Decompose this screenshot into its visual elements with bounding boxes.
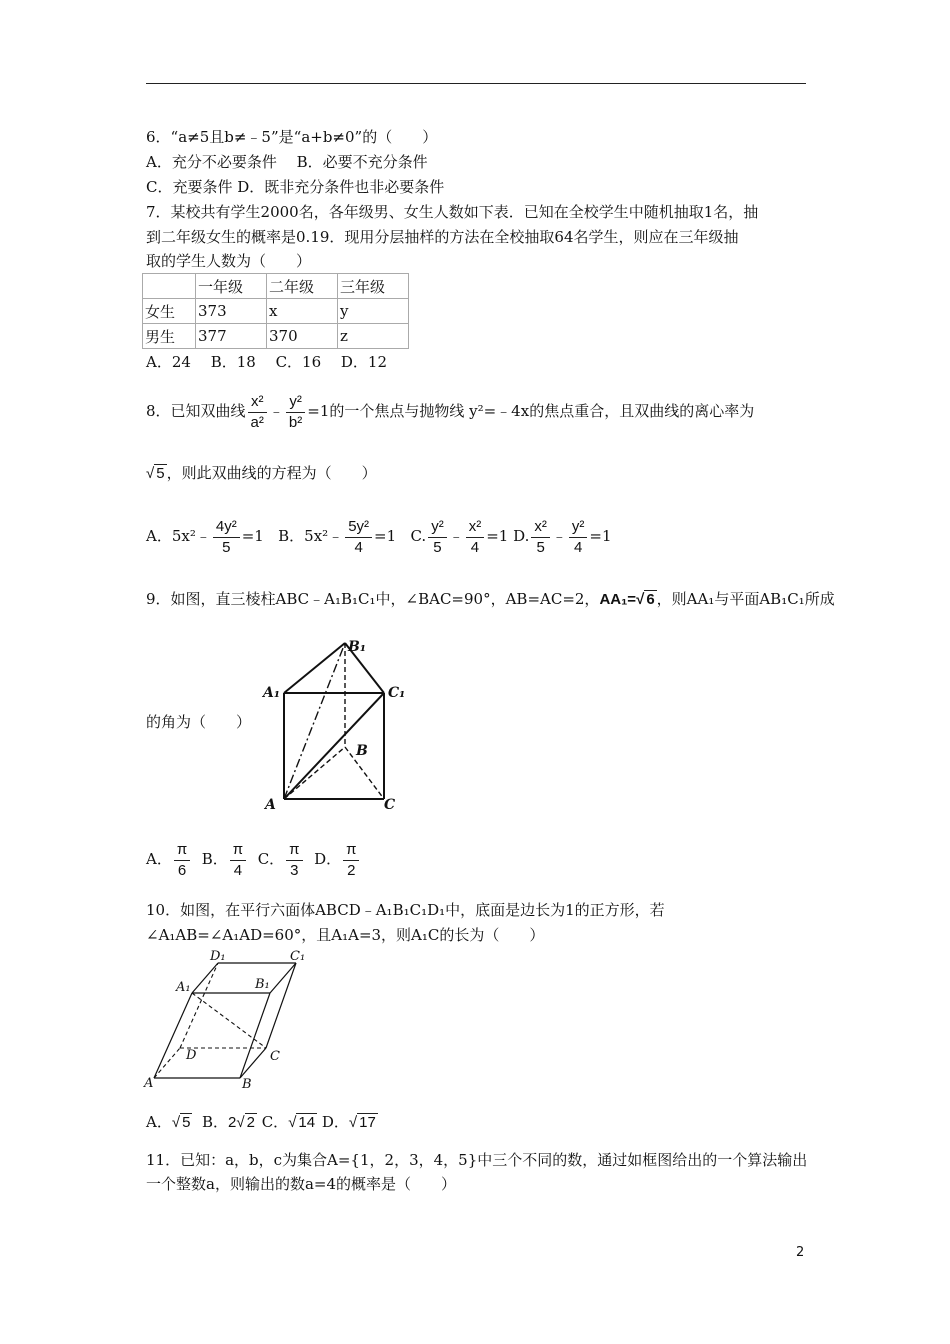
minus-sign: ﹣ (448, 527, 464, 545)
q6-options-row2: C．充要条件 D．既非充分条件也非必要条件 (146, 178, 445, 196)
q8-tail: ，则此双曲线的方程为（ ） (166, 464, 377, 482)
frac-numerator: 5y² (345, 517, 372, 538)
option-b-fraction (345, 517, 372, 558)
q11-line2: 一个整数a，则输出的数a=4的概率是（ ） (146, 1175, 456, 1193)
option-letter: B． (201, 850, 228, 868)
table-cell: 男生 (143, 324, 196, 349)
coefficient: 2 (228, 1114, 237, 1131)
option-c-fraction2 (466, 517, 485, 558)
radicand: 17 (359, 1114, 376, 1131)
parallelepiped-figure (140, 948, 315, 1093)
frac-denominator: 2 (347, 861, 356, 879)
radicand: 2 (246, 1114, 255, 1131)
table-header-cell: 一年级 (196, 274, 267, 299)
edge-ab-hidden (284, 747, 345, 799)
label-c: C (384, 797, 396, 813)
option-d-tail: =1 (589, 527, 612, 545)
radicand: 14 (298, 1114, 316, 1131)
frac-denominator: 5 (536, 538, 545, 556)
q8-stem (146, 390, 754, 433)
radicand: 5 (156, 465, 165, 482)
frac-numerator: π (174, 840, 190, 861)
option-c-value: √ 14 (288, 1114, 316, 1131)
option-b-label: B．5x²﹣ (278, 527, 344, 545)
q6-stem: 6．“a≠5且b≠﹣5”是“a+b≠0”的（ ） (146, 128, 438, 146)
table-row (143, 299, 409, 324)
q10-line1: 10．如图，在平行六面体ABCD﹣A₁B₁C₁D₁中，底面是边长为1的正方形，若 (146, 901, 665, 919)
frac-numerator: π (286, 840, 302, 861)
option-c-tail: =1 (486, 527, 509, 545)
option-letter: D． (314, 850, 342, 868)
option-letter: A． (146, 1113, 172, 1131)
frac-denominator: 4 (233, 861, 243, 879)
frac-denominator: 5 (222, 538, 231, 556)
q9-stem-a: 9．如图，直三棱柱ABC﹣A₁B₁C₁中，∠BAC=90°，AB=AC=2， (146, 590, 600, 608)
option-a-label: A．5x²﹣ (146, 527, 211, 545)
label-a1: A₁ (263, 685, 280, 701)
frac-numerator: y² (428, 517, 447, 538)
q10-line2: ∠A₁AB=∠A₁AD=60°，且A₁A=3，则A₁C的长为（ ） (146, 926, 545, 944)
option-a-fraction (174, 840, 190, 881)
table-cell: 370 (267, 324, 338, 349)
table-header-cell: 三年级 (338, 274, 409, 299)
option-a-fraction (213, 517, 240, 558)
label-c1: C₁ (388, 685, 406, 701)
q11-line1: 11．已知：a，b，c为集合A={1，2，3，4，5}中三个不同的数，通过如框图给出的一个算法输出 (146, 1151, 808, 1169)
option-b-value: 2√ 2 (228, 1114, 255, 1131)
frac-numerator: x² (466, 517, 485, 538)
q8-options (146, 512, 612, 560)
q7-line1: 7．某校共有学生2000名，各年级男、女生人数如下表．已知在全校学生中随机抽取1名，抽 (146, 203, 759, 221)
option-letter: B． (201, 1113, 228, 1131)
table-cell: 377 (196, 324, 267, 349)
minus-sign: ﹣ (551, 527, 567, 545)
option-c-fraction (286, 840, 302, 881)
q9-stem-b: ，则AA₁与平面AB₁C₁所成 (656, 590, 835, 608)
label-a: A (265, 797, 276, 813)
edge-a1d1 (192, 963, 218, 993)
edge-ad-hidden (154, 1048, 180, 1078)
diag-a1c-hidden (192, 993, 266, 1048)
label-c1: C₁ (290, 949, 306, 964)
frac-denominator: a² (250, 413, 264, 431)
sqrt-5: √ 5 (146, 465, 165, 482)
frac-denominator: 4 (573, 538, 583, 556)
label-a1: A₁ (176, 980, 191, 995)
q7-line2: 到二年级女生的概率是0.19．现用分层抽样的方法在全校抽取64名学生，则应在三年级抽 (146, 228, 739, 246)
frac-denominator: 6 (177, 861, 187, 879)
table-cell: y (338, 299, 409, 324)
edge-cc1 (266, 963, 296, 1048)
frac-numerator: x² (531, 517, 550, 538)
frac-denominator: 5 (433, 538, 442, 556)
fraction-x2-a2 (248, 392, 267, 433)
option-letter: A． (146, 850, 172, 868)
diag-ac1 (284, 693, 384, 799)
minus-sign: ﹣ (268, 402, 284, 420)
grade-table (142, 273, 409, 349)
edge-dd1-hidden (180, 963, 218, 1048)
label-b1: B₁ (348, 639, 366, 655)
q8-prefix: 8．已知双曲线 (146, 402, 246, 420)
q7-options: A．24 B．18 C．16 D．12 (146, 353, 388, 371)
frac-numerator: y² (286, 392, 305, 413)
aa1-label: AA₁= (599, 591, 637, 608)
frac-denominator: 3 (290, 861, 299, 879)
table-cell: z (338, 324, 409, 349)
option-d-value: √ 17 (348, 1114, 376, 1131)
frac-numerator: π (343, 840, 359, 861)
diag-ab1 (284, 643, 345, 799)
header-rule (146, 83, 806, 84)
option-d-fraction2 (569, 517, 588, 558)
option-d-fraction1 (531, 517, 550, 558)
option-b-tail: =1 (374, 527, 397, 545)
table-header-row (143, 274, 409, 299)
option-letter: C． (261, 1113, 289, 1131)
option-b-fraction (230, 840, 246, 881)
table-header-cell (143, 274, 196, 299)
label-b: B (242, 1077, 252, 1092)
table-header-cell: 二年级 (267, 274, 338, 299)
label-b: B (356, 743, 368, 759)
fraction-y2-b2 (286, 392, 305, 433)
q10-options (146, 1112, 378, 1133)
edge-aa1 (154, 993, 192, 1078)
q8-stem-tail (146, 463, 377, 484)
frac-numerator: 4y² (213, 517, 240, 538)
option-a-value: √ 5 (171, 1114, 191, 1131)
edge-b1c1 (270, 963, 296, 993)
page-number: 2 (796, 1245, 805, 1260)
radicand: 6 (646, 591, 655, 608)
table-cell: 女生 (143, 299, 196, 324)
frac-numerator: π (230, 840, 246, 861)
label-c: C (270, 1049, 280, 1064)
q9-stem (146, 589, 835, 610)
table-cell: x (267, 299, 338, 324)
frac-denominator: b² (288, 413, 303, 431)
q6-options-row1: A．充分不必要条件 B．必要不充分条件 (146, 153, 428, 171)
q9-options (146, 836, 361, 882)
option-a-tail: =1 (241, 527, 264, 545)
edge-bc (240, 1048, 266, 1078)
frac-denominator: 4 (470, 538, 480, 556)
label-b1: B₁ (255, 977, 270, 992)
label-d: D (186, 1048, 197, 1063)
q9-stem-c: 的角为（ ） (146, 713, 252, 731)
frac-numerator: y² (569, 517, 588, 538)
option-d-fraction (343, 840, 359, 881)
radicand: 5 (182, 1114, 191, 1131)
option-c-label: C. (410, 527, 427, 545)
option-letter: D． (321, 1113, 349, 1131)
edge-bb1 (240, 993, 270, 1078)
table-cell: 373 (196, 299, 267, 324)
option-letter: C． (257, 850, 285, 868)
prism-figure (258, 633, 408, 813)
frac-numerator: x² (248, 392, 267, 413)
option-d-label: D. (513, 527, 530, 545)
option-c-fraction1 (428, 517, 447, 558)
aa1-equation: AA₁=√ 6 (599, 591, 655, 608)
table-row (143, 324, 409, 349)
label-d1: D₁ (210, 949, 226, 964)
label-a: A (144, 1076, 154, 1091)
frac-denominator: 4 (354, 538, 363, 556)
q8-stem-mid: =1的一个焦点与抛物线 y²=﹣4x的焦点重合，且双曲线的离心率为 (307, 402, 755, 420)
q7-line3: 取的学生人数为（ ） (146, 252, 312, 270)
